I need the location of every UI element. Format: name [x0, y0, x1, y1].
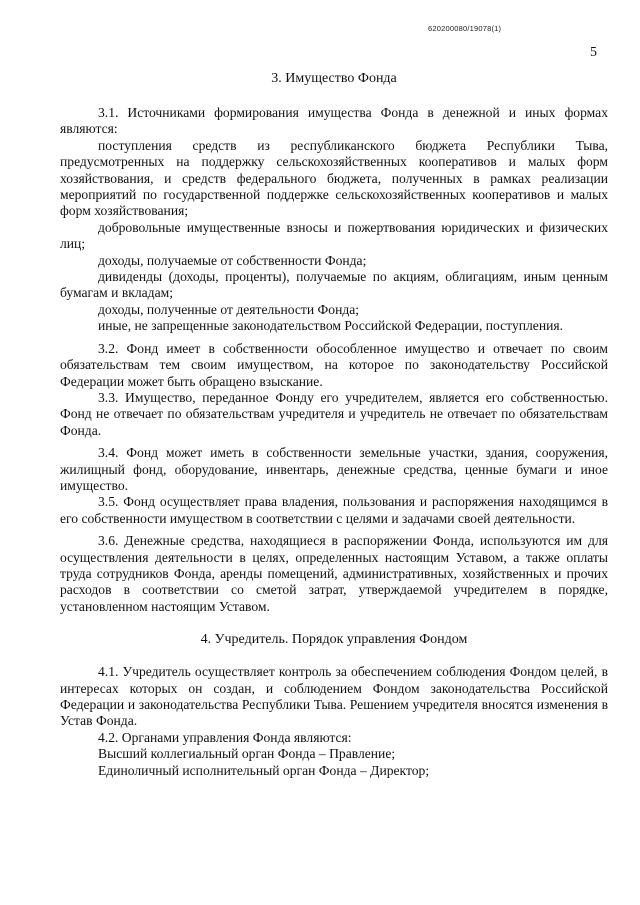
document-body [60, 70, 608, 779]
list-item-other-receipts: иные, не запрещенные законодательством Российской Федерации, поступления. [98, 318, 564, 334]
paragraph-3-6: 3.6. Денежные средства, находящиеся в распоряжении Фонда, используются им для осуществления деятельности в целях, определенных настоящим Уставом, а также оплаты труда сотрудников Фонда, аренды помещений, административных, хозяйственных и прочих расходов в соответствии со сметой затрат, утверждаемой учредителем в порядке, установленном настоящим Уставом. [60, 533, 608, 614]
list-item-board: Высший коллегиальный орган Фонда – Правление; [98, 746, 396, 762]
section-heading-property: 3. Имущество Фонда [271, 71, 397, 86]
list-item-director: Единоличный исполнительный орган Фонда – Директор; [98, 762, 430, 778]
list-item-dividends: дивиденды (доходы, проценты), получаемые по акциям, облигациям, иным ценным бумагам и вкладам; [60, 269, 608, 301]
paragraph-4-1: 4.1. Учредитель осуществляет контроль за обеспечением соблюдения Фондом целей, в интересах которых он создан, и соблюдением Фондом законодательства Российской Федерации и законодательства Республики Тыва. Решением учредителя вносятся изменения в Устав Фонда. [60, 664, 608, 729]
paragraph-3-4: 3.4. Фонд может иметь в собственности земельные участки, здания, сооружения, жилищный фонд, оборудование, инвентарь, денежные средства, ценные бумаги и иное имущество. [60, 445, 608, 493]
list-item-budget-funds: поступления средств из республиканского бюджета Республики Тыва, предусмотренных на поддержку сельскохозяйственных кооперативов и малых форм хозяйствования, и средств федерального бюджета, полученных в рамках реализации мероприятий по государственной поддержке сельскохозяйственных кооперативов и малых форм хозяйствования; [60, 137, 608, 219]
document-id: 620200080/19078(1) [428, 24, 502, 33]
section-heading-founder: 4. Учредитель. Порядок управления Фондом [200, 632, 468, 648]
paragraph-3-5: 3.5. Фонд осуществляет права владения, пользования и распоряжения находящимся в его собственности имуществом в соответствии с целями и задачами своей деятельности. [60, 494, 608, 526]
page-number: 5 [590, 45, 597, 60]
paragraph-3-2: 3.2. Фонд имеет в собственности обособленное имущество и отвечает по своим обязательствам тем своим имуществом, на которое по законодательству Российской Федерации может быть обращено взыскание. [60, 340, 608, 389]
list-item-activity-income: доходы, полученные от деятельности Фонда; [98, 301, 360, 317]
paragraph-3-3: 3.3. Имущество, переданное Фонду его учредителем, является его собственностью. Фонд не отвечает по обязательствам учредителя и учредитель не отвечает по обязательствам Фонда. [60, 389, 608, 438]
list-item-property-income: доходы, получаемые от собственности Фонда; [98, 252, 367, 268]
paragraph-3-1: 3.1. Источниками формирования имущества Фонда в денежной и иных формах являются: [60, 105, 608, 137]
paragraph-4-2: 4.2. Органами управления Фонда являются: [98, 729, 352, 745]
list-item-voluntary-contributions: добровольные имущественные взносы и пожертвования юридических и физических лиц; [60, 219, 608, 252]
